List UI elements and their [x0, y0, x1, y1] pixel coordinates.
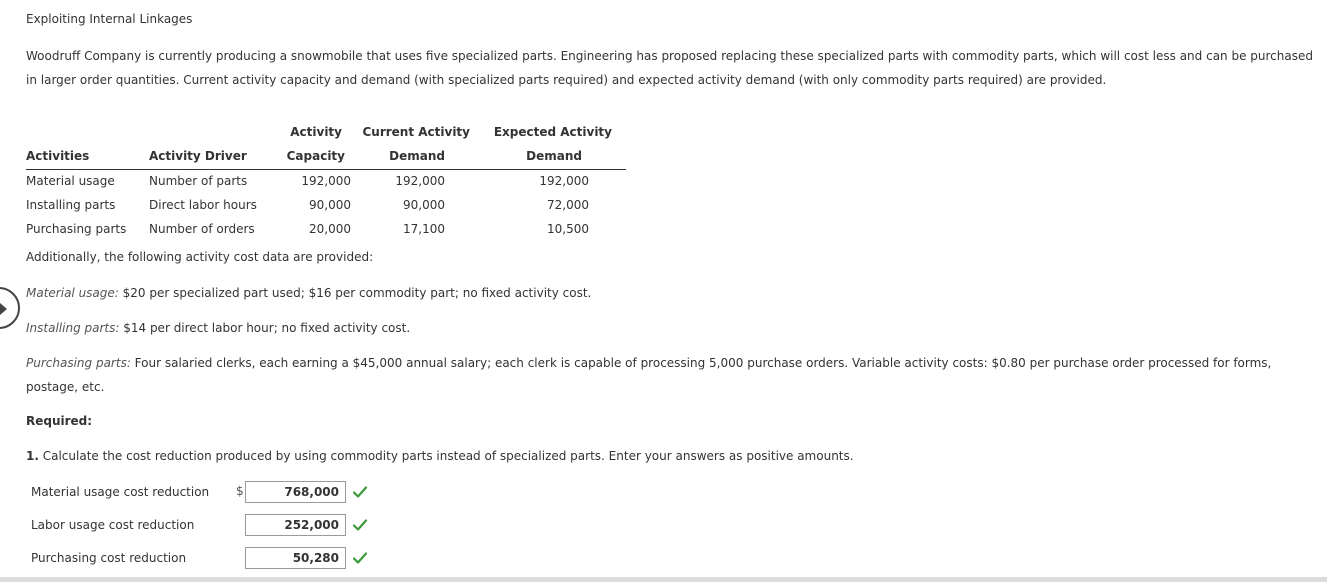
row-activity: Material usage: [26, 174, 115, 188]
header-expected-top: Expected Activity: [493, 125, 612, 139]
bottom-scrollbar[interactable]: [0, 577, 1327, 582]
header-capacity: Capacity: [286, 149, 345, 163]
question-text: [26, 449, 854, 463]
row-expected: 192,000: [539, 174, 589, 188]
row-activity: Purchasing parts: [26, 222, 127, 236]
header-expected: Demand: [526, 149, 582, 163]
note-text: $20 per specialized part used; $16 per commodity part; no fixed activity cost.: [118, 286, 592, 300]
row-capacity: 20,000: [309, 222, 351, 236]
answer-label-purchasing: Purchasing cost reduction: [31, 551, 187, 565]
answer-label-material: Material usage cost reduction: [31, 485, 210, 499]
row-expected: 10,500: [547, 222, 589, 236]
question-number: 1.: [26, 449, 39, 463]
header-current: Demand: [389, 149, 445, 163]
header-driver: Activity Driver: [149, 149, 247, 163]
page-title: Exploiting Internal Linkages: [26, 12, 193, 26]
purchasing-cost-reduction-input[interactable]: 50,280: [245, 547, 346, 569]
row-capacity: 90,000: [309, 198, 351, 212]
material-cost-reduction-input[interactable]: 768,000: [245, 481, 346, 503]
row-expected: 72,000: [547, 198, 589, 212]
intro-paragraph: Woodruff Company is currently producing a snowmobile that uses five specialized parts. Engineering has proposed replacing these specialized parts with commodity parts, which will cost less and can be purchased in larger order quantities. Current activity capacity and demand (with specialized parts required) and expected activity demand (with only commodity parts required) are provided.: [26, 49, 1313, 87]
row-driver: Number of orders: [149, 222, 255, 236]
answer-label-labor: Labor usage cost reduction: [31, 518, 195, 532]
note-label: Material usage:: [26, 286, 119, 300]
note-text: Four salaried clerks, each earning a $45,000 annual salary; each clerk is capable of processing 5,000 purchase orders. Variable activity costs: $0.80 per purchase order processed for forms, postage, etc.: [26, 356, 1272, 394]
note-installing: [26, 321, 410, 335]
note-text: $14 per direct labor hour; no fixed activity cost.: [119, 321, 411, 335]
row-current: 192,000: [395, 174, 445, 188]
row-activity: Installing parts: [26, 198, 116, 212]
currency-symbol: $: [236, 484, 244, 498]
header-capacity-top: Activity: [290, 125, 342, 139]
note-label: Purchasing parts:: [26, 356, 131, 370]
checkmark-icon: [352, 484, 368, 500]
note-label: Installing parts:: [26, 321, 120, 335]
header-current-top: Current Activity: [362, 125, 470, 139]
chevron-right-icon: [0, 303, 7, 315]
row-current: 17,100: [403, 222, 445, 236]
note-purchasing: [26, 351, 1306, 399]
side-expand-button[interactable]: [0, 287, 20, 329]
row-driver: Direct labor hours: [149, 198, 257, 212]
row-current: 90,000: [403, 198, 445, 212]
row-driver: Number of parts: [149, 174, 248, 188]
row-capacity: 192,000: [301, 174, 351, 188]
note-material: [26, 286, 591, 300]
table-divider: [26, 169, 626, 170]
additional-data-text: Additionally, the following activity cost data are provided:: [26, 250, 374, 264]
header-activities: Activities: [26, 149, 90, 163]
checkmark-icon: [352, 550, 368, 566]
checkmark-icon: [352, 517, 368, 533]
labor-cost-reduction-input[interactable]: 252,000: [245, 514, 346, 536]
required-heading: Required:: [26, 414, 93, 428]
question-body: Calculate the cost reduction produced by using commodity parts instead of specialized parts. Enter your answers as positive amounts.: [38, 449, 854, 463]
